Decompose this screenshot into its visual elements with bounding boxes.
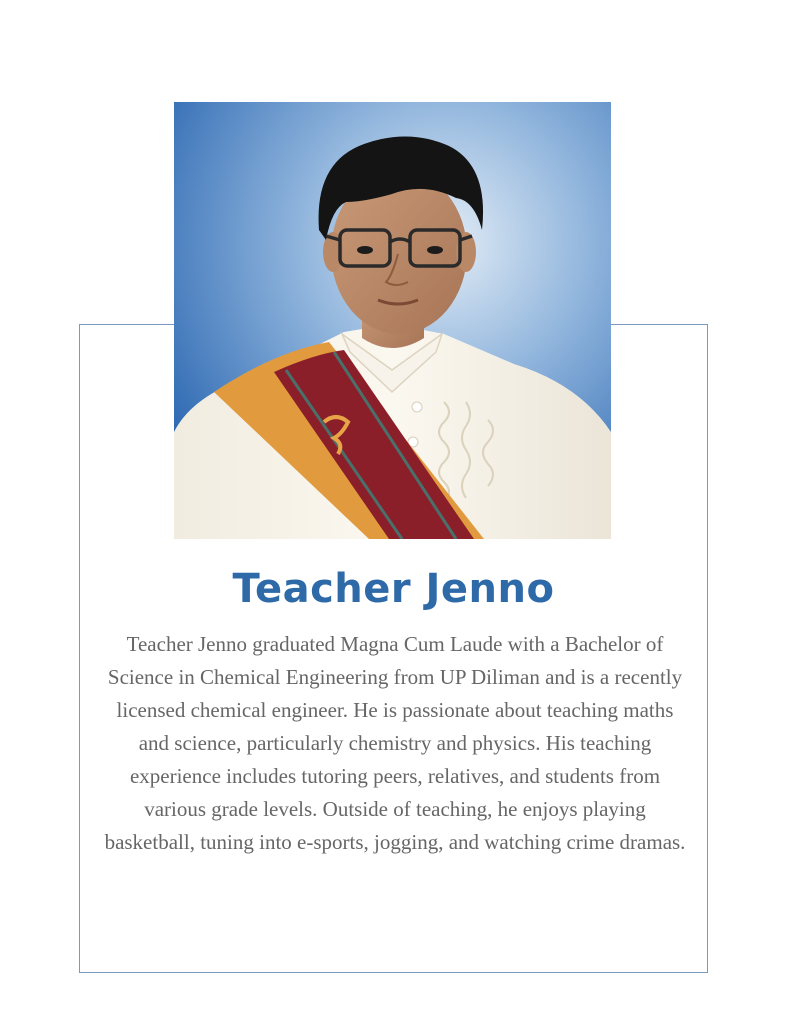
profile-photo (174, 102, 611, 539)
teacher-name-heading: Teacher Jenno (232, 566, 555, 612)
teacher-bio: Teacher Jenno graduated Magna Cum Laude with a Bachelor of Science in Chemical Engineering from UP Diliman and is a recently licensed chemical engineer. He is passionate about teaching maths and science, particularly chemistry and physics. His teaching experience includes tutoring peers, relatives, and students from various grade levels. Outside of teaching, he enjoys playing basketball, tuning into e-sports, jogging, and watching crime dramas. (104, 632, 686, 854)
portrait-illustration (174, 102, 611, 539)
